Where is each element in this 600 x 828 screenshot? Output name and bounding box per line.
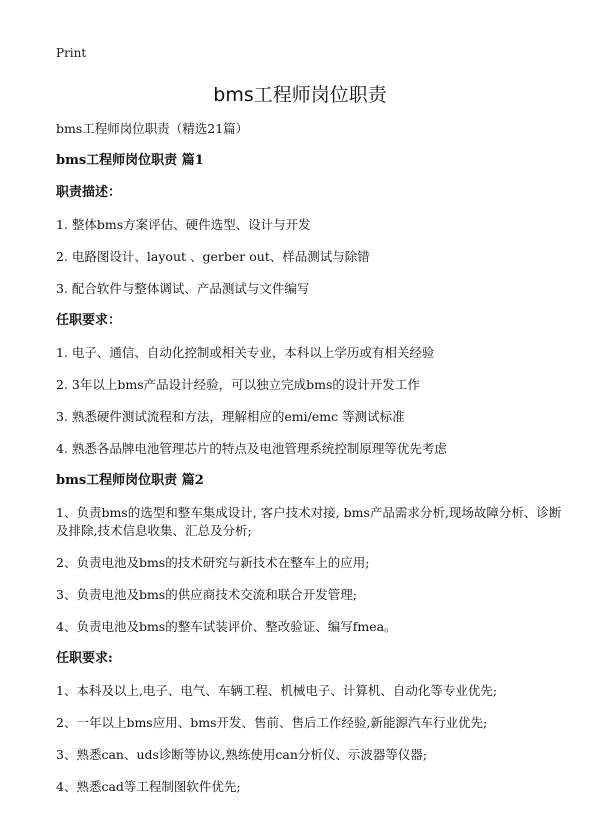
section-2-duty-item: 1、负责bms的选型和整车集成设计, 客户技术对接, bms产品需求分析,现场故障分析、诊断及排除,技术信息收集、汇总及分析; xyxy=(56,505,562,538)
section-1-req-heading: 任职要求： xyxy=(56,313,122,328)
section-2-duty-item: 4、负责电池及bms的整车试装评价、整改验证、编写fmea。 xyxy=(56,619,397,634)
section-1-duty-item: 2. 电路图设计、layout 、gerber out、样品测试与除错 xyxy=(56,249,370,264)
section-1-req-item: 2. 3年以上bms产品设计经验，可以独立完成bms的设计开发工作 xyxy=(56,377,420,392)
document-body xyxy=(56,120,566,796)
section-1-req-item: 4. 熟悉各品牌电池管理芯片的特点及电池管理系统控制原理等优先考虑 xyxy=(56,441,447,456)
document-title: bms工程师岗位职责 xyxy=(213,84,387,106)
section-1-req-item: 1. 电子、通信、自动化控制或相关专业，本科以上学历或有相关经验 xyxy=(56,345,435,360)
section-2-req-item: 4、熟悉cad等工程制图软件优先; xyxy=(56,779,241,794)
section-2-duty-item: 2、负责电池及bms的技术研究与新技术在整车上的应用; xyxy=(56,555,370,570)
section-2-heading: bms工程师岗位职责 篇2 xyxy=(56,473,204,488)
section-2-req-item: 2、一年以上bms应用、bms开发、售前、售后工作经验,新能源汽车行业优先; xyxy=(56,715,488,730)
section-1-req-item: 3. 熟悉硬件测试流程和方法，理解相应的emi/emc 等测试标准 xyxy=(56,409,405,424)
section-1-duty-item: 1. 整体bms方案评估、硬件选型、设计与开发 xyxy=(56,217,311,232)
document-subtitle: bms工程师岗位职责（精选21篇） xyxy=(56,121,249,136)
section-2-req-item: 3、熟悉can、uds诊断等协议,熟练使用can分析仪、示波器等仪器; xyxy=(56,747,428,762)
section-1-duties-heading: 职责描述： xyxy=(56,185,122,200)
section-1-duty-item: 3. 配合软件与整体调试、产品测试与文件编写 xyxy=(56,281,310,296)
section-2-req-heading: 任职要求: xyxy=(56,651,113,666)
section-1-heading: bms工程师岗位职责 篇1 xyxy=(56,153,204,168)
section-2-req-item: 1、本科及以上,电子、电气、车辆工程、机械电子、计算机、自动化等专业优先; xyxy=(56,683,498,698)
section-2-duty-item: 3、负责电池及bms的供应商技术交流和联合开发管理; xyxy=(56,587,357,602)
print-label[interactable]: Print xyxy=(56,46,87,60)
